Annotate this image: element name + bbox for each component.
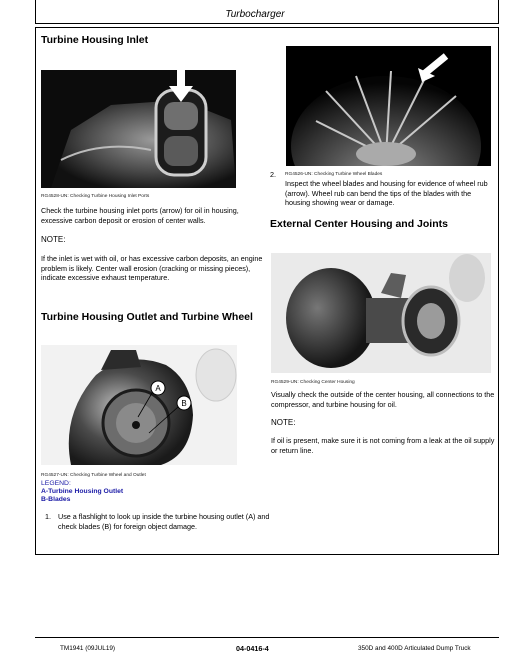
note-label-center: NOTE: (271, 418, 296, 427)
step-1-number: 1. (45, 512, 51, 521)
footer-divider (35, 637, 499, 638)
text-center-housing: Visually check the outside of the center housing, all connections to the compressor, and turbine housing for oil. (271, 390, 495, 409)
callout-a-label: A (155, 384, 161, 393)
photo-turbine-wheel-outlet (41, 345, 237, 465)
footer-product: 350D and 400D Articulated Dump Truck (358, 645, 471, 652)
turbine-outlet-illustration (41, 345, 237, 465)
step-2-number: 2. (270, 170, 276, 179)
legend-title: LEGEND: (41, 480, 71, 487)
text-turbine-blades: Inspect the wheel blades and housing for evidence of wheel rub (arrow). Wheel rub can bend the tips of the blades with the housing showing wear or damage. (285, 179, 488, 208)
caption-turbine-blades: RG4526-UN: Checking Turbine Wheel Blades (285, 172, 383, 177)
caption-turbine-outlet: RG4527-UN: Checking Turbine Wheel and Outlet (41, 473, 146, 478)
footer-doc-id: TM1941 (09JUL19) (60, 645, 116, 652)
photo-center-housing (271, 253, 491, 373)
section-heading-external-center-housing: External Center Housing and Joints (270, 218, 448, 230)
photo-turbine-wheel-blades (286, 46, 491, 166)
footer-page-number: 04-0416-4 (236, 644, 269, 653)
page-title: Turbocharger (225, 9, 285, 20)
turbine-blades-illustration (286, 46, 491, 166)
note-label-inlet: NOTE: (41, 235, 66, 244)
turbine-inlet-illustration (41, 70, 236, 188)
caption-center-housing: RG4529-UN: Checking Center Housing (271, 380, 355, 385)
step-1-text: Use a flashlight to look up inside the turbine housing outlet (A) and check blades (B) for foreign object damage. (58, 512, 270, 531)
text-turbine-inlet: Check the turbine housing inlet ports (arrow) for oil in housing, excessive carbon deposit or erosion of center walls. (41, 206, 239, 225)
section-heading-turbine-housing-inlet: Turbine Housing Inlet (41, 34, 149, 46)
callout-b-label: B (181, 399, 187, 408)
legend-item-b: B-Blades (41, 496, 71, 503)
photo-turbine-inlet-ports (41, 70, 236, 188)
note-text-inlet: If the inlet is wet with oil, or has excessive carbon deposits, an engine problem is likely. Center wall erosion (cracking or missing pieces), indicate excessive exhaust temperature. (41, 254, 263, 283)
section-heading-turbine-housing-outlet: Turbine Housing Outlet and Turbine Wheel (41, 311, 253, 323)
note-text-center: If oil is present, make sure it is not coming from a leak at the oil supply or return line. (271, 436, 495, 455)
caption-turbine-inlet: RG4528-UN: Checking Turbine Housing Inlet Ports (41, 194, 150, 199)
center-housing-illustration (271, 253, 491, 373)
legend-item-a: A-Turbine Housing Outlet (41, 488, 124, 495)
